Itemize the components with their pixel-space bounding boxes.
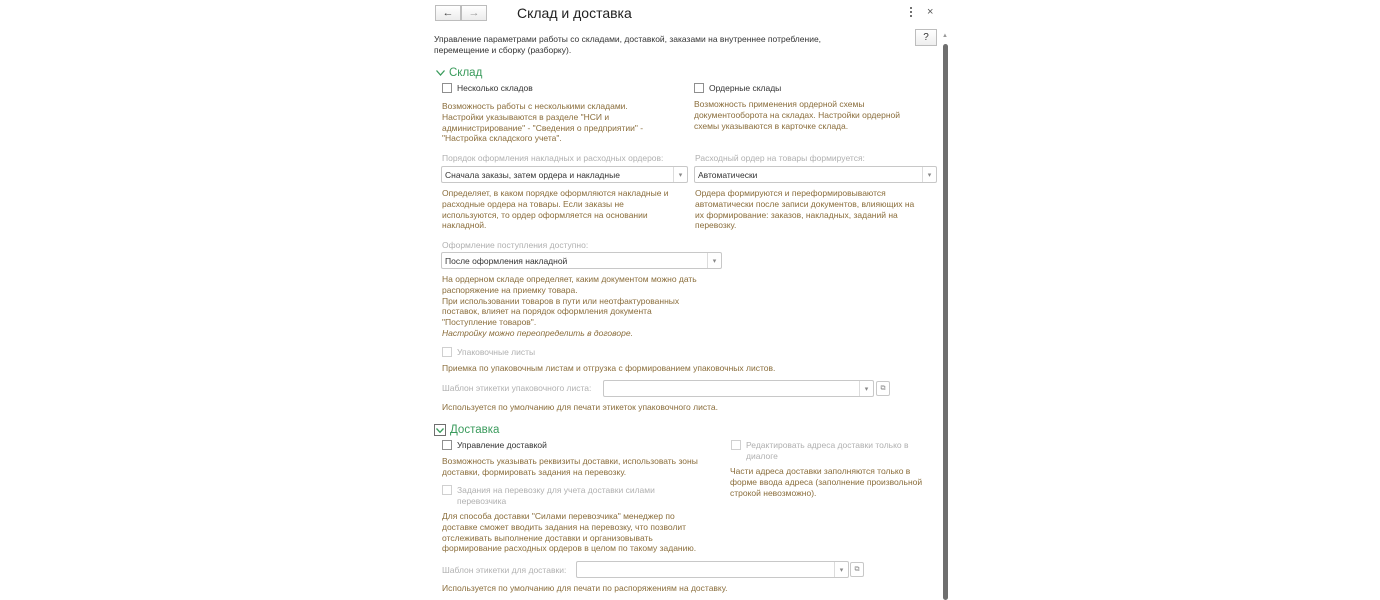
multi-warehouse-hint: Возможность работы с несколькими складами. Настройки указываются в разделе "НСИ и администрирование" - "Сведения о предприятии" - "Настройка складского учета".: [442, 101, 644, 144]
kebab-menu-button[interactable]: [907, 6, 915, 18]
checkbox-box[interactable]: [442, 440, 452, 450]
open-delivery-template-button[interactable]: [850, 562, 864, 577]
chevron-down-icon[interactable]: ▾: [673, 167, 687, 182]
checkbox-box[interactable]: [442, 347, 452, 357]
close-icon: ×: [927, 6, 934, 18]
kebab-icon: [910, 7, 912, 9]
section-sklad-header[interactable]: [436, 67, 482, 79]
open-template-button[interactable]: [876, 381, 890, 396]
packing-template-label: Шаблон этикетки упаковочного листа:: [442, 383, 592, 393]
chevron-down-icon[interactable]: ▾: [859, 381, 873, 396]
checkbox-box[interactable]: [442, 485, 452, 495]
order-procedure-label: Порядок оформления накладных и расходных ордеров:: [442, 153, 664, 163]
chevron-down-icon[interactable]: ▾: [922, 167, 936, 182]
delivery-management-checkbox[interactable]: Управление доставкой: [442, 440, 547, 451]
scroll-up-arrow[interactable]: ▲: [942, 33, 948, 39]
delivery-template-hint: Используется по умолчанию для печати по распоряжениям на доставку.: [442, 583, 728, 593]
question-icon: ?: [923, 32, 929, 43]
section-dostavka-header[interactable]: [434, 424, 499, 436]
packing-lists-hint: Приемка по упаковочным листам и отгрузка с формированием упаковочных листов.: [442, 363, 776, 373]
chevron-down-icon: [434, 424, 446, 436]
carrier-tasks-hint: Для способа доставки "Силами перевозчика" менеджер по доставке сможет вводить задания на перевозку, что позволит отслеживать выполнение доставки и организовывать формирование расходных ордеров в целом по такому заданию.: [442, 511, 697, 554]
receipt-label: Оформление поступления доступно:: [442, 240, 589, 250]
receipt-hint: На ордерном складе определяет, каким документом можно дать распоряжение на приемку товара. При использовании товаров в пути или неотфактурованных поставок, влияет на порядок оформления документа "Поступление товаров". Настройку можно переопределить в договоре.: [442, 274, 697, 338]
expense-order-select[interactable]: Автоматически ▾: [694, 166, 937, 183]
expense-order-hint: Ордера формируются и переформировываются автоматически после записи документов, влияющих на их формирование: заказов, накладных, заданий на перевозку.: [695, 188, 915, 231]
chevron-down-icon[interactable]: ▾: [834, 562, 848, 577]
arrow-left-icon: ←: [442, 7, 454, 19]
checkbox-box[interactable]: [694, 83, 704, 93]
order-warehouses-checkbox[interactable]: Ордерные склады: [694, 83, 781, 94]
order-procedure-hint: Определяет, в каком порядке оформляются накладные и расходные ордера на товары. Если заказы не используются, то ордер оформляется на основании накладной.: [442, 188, 669, 231]
section-sklad-title: Склад: [449, 67, 483, 79]
section-dostavka-title: Доставка: [450, 424, 500, 436]
delivery-template-label: Шаблон этикетки для доставки:: [442, 565, 567, 575]
packing-template-select[interactable]: [603, 380, 874, 397]
order-procedure-select[interactable]: Сначала заказы, затем ордера и накладные ▾: [441, 166, 688, 183]
page-title: Склад и доставка: [517, 5, 632, 21]
receipt-select[interactable]: После оформления накладной ▾: [441, 252, 722, 269]
close-button[interactable]: [927, 6, 933, 18]
help-button[interactable]: [915, 29, 937, 46]
multi-warehouse-checkbox[interactable]: Несколько складов: [442, 83, 533, 94]
chevron-down-icon[interactable]: ▾: [707, 253, 721, 268]
order-warehouses-hint: Возможность применения ордерной схемы документооборота на складах. Настройки ордерной схемы указываются в карточке склада.: [694, 99, 901, 131]
back-button[interactable]: [435, 5, 461, 21]
delivery-management-hint: Возможность указывать реквизиты доставки, использовать зоны доставки, формировать задания на перевозку.: [442, 456, 698, 477]
edit-address-hint: Части адреса доставки заполняются только в форме ввода адреса (заполнение произвольной строкой невозможно).: [730, 466, 923, 498]
carrier-tasks-checkbox[interactable]: Задания на перевозку для учета доставки силами перевозчика: [442, 485, 655, 507]
arrow-right-icon: →: [468, 7, 480, 19]
packing-template-hint: Используется по умолчанию для печати этикеток упаковочного листа.: [442, 402, 718, 412]
checkbox-box[interactable]: [442, 83, 452, 93]
expense-order-label: Расходный ордер на товары формируется:: [695, 153, 865, 163]
edit-address-checkbox[interactable]: Редактировать адреса доставки только в диалоге: [731, 440, 909, 462]
open-link-icon: ⧉: [880, 384, 886, 392]
scrollbar-thumb[interactable]: [943, 44, 948, 600]
checkbox-box[interactable]: [731, 440, 741, 450]
delivery-template-select[interactable]: [576, 561, 849, 578]
forward-button[interactable]: [461, 5, 487, 21]
open-link-icon: ⧉: [854, 565, 860, 573]
packing-lists-checkbox[interactable]: Упаковочные листы: [442, 347, 535, 358]
form-description: Управление параметрами работы со складами, доставкой, заказами на внутреннее потребление, перемещение и сборку (разборку).: [434, 34, 822, 55]
chevron-down-icon: [436, 70, 445, 76]
